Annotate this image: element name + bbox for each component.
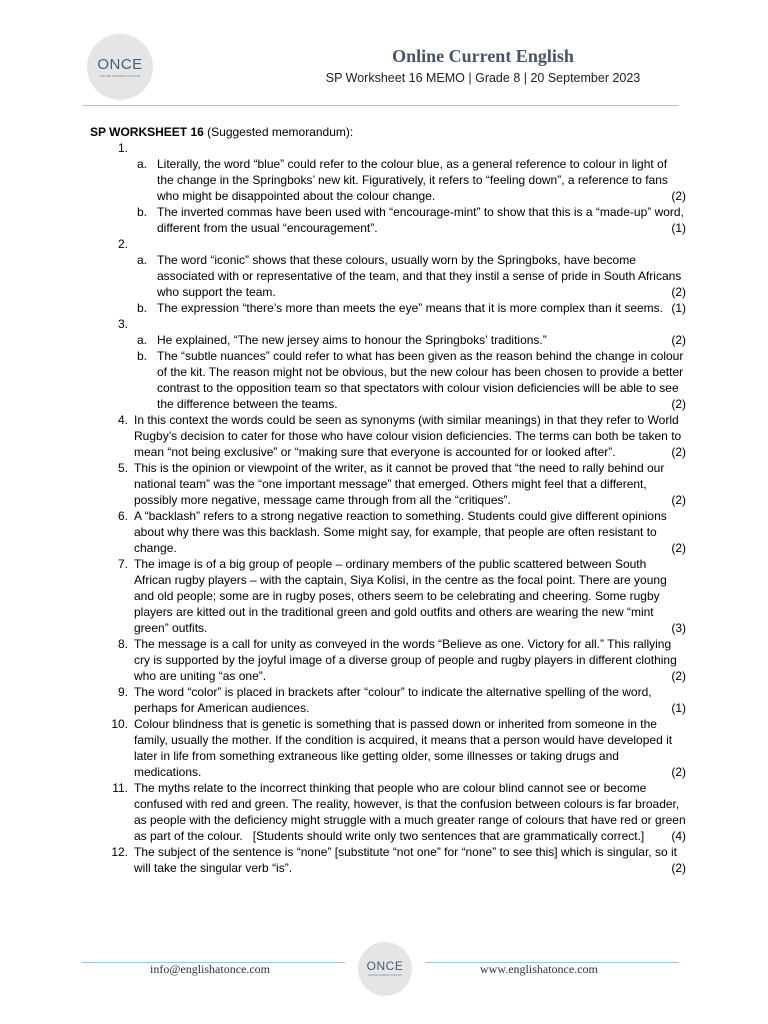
sub-answer xyxy=(134,332,686,348)
memo-body xyxy=(90,124,686,876)
question-1 xyxy=(90,140,686,156)
question-3-sub xyxy=(90,332,686,412)
mark: (2) xyxy=(671,445,686,459)
answer-text: The word “color” is placed in brackets after “colour” to indicate the alternative spelling of the word, perhaps for American audiences. xyxy=(134,685,652,715)
answer-text: The myths relate to the incorrect thinking that people who are colour blind cannot see or become confused with red and green. The reality, however, is that the confusion between colours is far broader, as people with the deficiency might struggle with a much greater range of colours that have red or green as part of the colour. [Students should write only two sentences that are grammatically correct.] xyxy=(134,781,686,843)
footer-website[interactable]: www.englishatonce.com xyxy=(480,962,598,976)
question-2-sub xyxy=(90,252,686,316)
question-number: 11. xyxy=(112,781,128,795)
mark: (2) xyxy=(671,669,686,683)
question-3 xyxy=(90,316,686,332)
answer-text: The “subtle nuances” could refer to what has been given as the reason behind the change in colour of the kit. The reason might not be obvious, but the new colour has been chosen to provide a better contrast to the opposition team so that spectators with colour vision deficiencies will be able to see the difference between the teams. xyxy=(157,349,684,411)
sub-label: b. xyxy=(137,205,148,219)
page-title: Online Current English xyxy=(392,46,574,66)
once-logo xyxy=(87,34,153,100)
question-9 xyxy=(90,684,686,716)
question-number: 8. xyxy=(117,637,128,651)
question-number: 5. xyxy=(117,461,128,475)
mark: (2) xyxy=(671,541,686,555)
worksheet-heading-bold: SP WORKSHEET 16 xyxy=(90,125,204,139)
sub-answer xyxy=(134,300,686,316)
question-number: 7. xyxy=(117,557,128,571)
mark: (4) xyxy=(671,829,686,843)
page-subtitle: SP Worksheet 16 MEMO | Grade 8 | 20 September 2023 xyxy=(325,71,641,85)
question-number: 6. xyxy=(117,509,128,523)
question-number: 3. xyxy=(117,317,128,331)
worksheet-heading-rest: (Suggested memorandum): xyxy=(203,125,354,139)
header-divider xyxy=(82,105,679,106)
answer-text: In this context the words could be seen as synonyms (with similar meanings) in that they refer to World Rugby’s decision to cater for those who have colour vision deficiencies. The terms can both be taken to mean “not being exclusive” or “making sure that everyone is accounted for or looked after”. xyxy=(134,413,682,459)
sub-answer xyxy=(134,156,686,204)
worksheet-heading xyxy=(90,124,686,140)
question-number: 4. xyxy=(117,413,128,427)
question-number: 9. xyxy=(117,685,128,699)
question-number: 2. xyxy=(117,237,128,251)
mark: (2) xyxy=(671,189,686,203)
question-10 xyxy=(90,716,686,780)
answer-text: Literally, the word “blue” could refer to the colour blue, as a general reference to colour in light of the change in the Springboks’ new kit. Figuratively, it refers to “feeling down”, a reference to fans who might be disappointed about the colour change. xyxy=(157,157,668,203)
question-8 xyxy=(90,636,686,684)
answer-text: The image is of a big group of people – ordinary members of the public scattered between South African rugby players – with the captain, Siya Kolisi, in the centre as the focal point. There are young and old people; some are in rugby poses, others seem to be celebrating and cheering. Some rugby players are kitted out in the traditional green and gold outfits and others are wearing the new “mint green” outfits. xyxy=(134,557,667,635)
mark: (2) xyxy=(671,333,686,347)
question-7 xyxy=(90,556,686,636)
question-1-sub xyxy=(90,156,686,236)
question-number: 12. xyxy=(111,845,128,859)
sub-label: a. xyxy=(137,333,148,347)
answer-text: The expression “there’s more than meets the eye” means that it is more complex than it seems. xyxy=(157,301,664,315)
mark: (1) xyxy=(671,301,686,315)
answer-text: A “backlash” refers to a strong negative reaction to something. Students could give different opinions about why there was this backlash. Some might say, for example, that people are often resistant to change. xyxy=(134,509,667,555)
once-logo-footer xyxy=(358,942,412,996)
sub-answer xyxy=(134,252,686,300)
answer-text: He explained, “The new jersey aims to honour the Springboks’ traditions.” xyxy=(157,333,547,347)
question-5 xyxy=(90,460,686,508)
sub-label: b. xyxy=(137,301,148,315)
question-4 xyxy=(90,412,686,460)
logo-subtext: ONLINE CURRENT ENGLISH xyxy=(99,73,141,78)
mark: (2) xyxy=(671,397,686,411)
question-11 xyxy=(90,780,686,844)
mark: (2) xyxy=(671,861,686,875)
answer-text: The message is a call for unity as conveyed in the words “Believe as one. Victory for all.” This rallying cry is supported by the joyful image of a diverse group of people and rugby players in different clothing who are uniting “as one”. xyxy=(134,637,677,683)
logo-subtext: ONLINE CURRENT ENGLISH xyxy=(368,974,402,978)
sub-label: b. xyxy=(137,349,148,363)
answer-text: The word “iconic” shows that these colours, usually worn by the Springboks, have become associated with or representative of the team, and that they instil a sense of pride in South Africans who support the team. xyxy=(157,253,682,299)
mark: (1) xyxy=(671,221,686,235)
footer-email[interactable]: info@englishatonce.com xyxy=(150,962,271,976)
mark: (1) xyxy=(671,701,686,715)
question-6 xyxy=(90,508,686,556)
question-number: 1. xyxy=(117,141,128,155)
question-12 xyxy=(90,844,686,876)
sub-answer xyxy=(134,348,686,412)
answer-text: The subject of the sentence is “none” [substitute “not one” for “none” to see this] which is singular, so it will take the singular verb “is”. xyxy=(134,845,677,875)
logo-text: ONCE xyxy=(366,959,404,974)
mark: (2) xyxy=(671,285,686,299)
sub-label: a. xyxy=(137,157,148,171)
answer-text: Colour blindness that is genetic is something that is passed down or inherited from someone in the family, usually the mother. If the condition is acquired, it means that a person would have developed it later in life from something extraneous like getting older, some illnesses or taking drugs and medications. xyxy=(134,717,673,779)
sub-label: a. xyxy=(137,253,148,267)
mark: (2) xyxy=(671,765,686,779)
logo-text: ONCE xyxy=(97,55,143,73)
answer-text: This is the opinion or viewpoint of the writer, as it cannot be proved that “the need to rally behind our national team” was the “one important message” that emerged. Others might feel that a different, possibly more negative, message came through from all the “critiques”. xyxy=(134,461,665,507)
question-number: 10. xyxy=(111,717,128,731)
question-2 xyxy=(90,236,686,252)
answer-text: The inverted commas have been used with “encourage-mint” to show that this is a “made-up” word, different from the usual “encouragement”. xyxy=(157,205,684,235)
mark: (2) xyxy=(671,493,686,507)
sub-answer xyxy=(134,204,686,236)
mark: (3) xyxy=(671,621,686,635)
